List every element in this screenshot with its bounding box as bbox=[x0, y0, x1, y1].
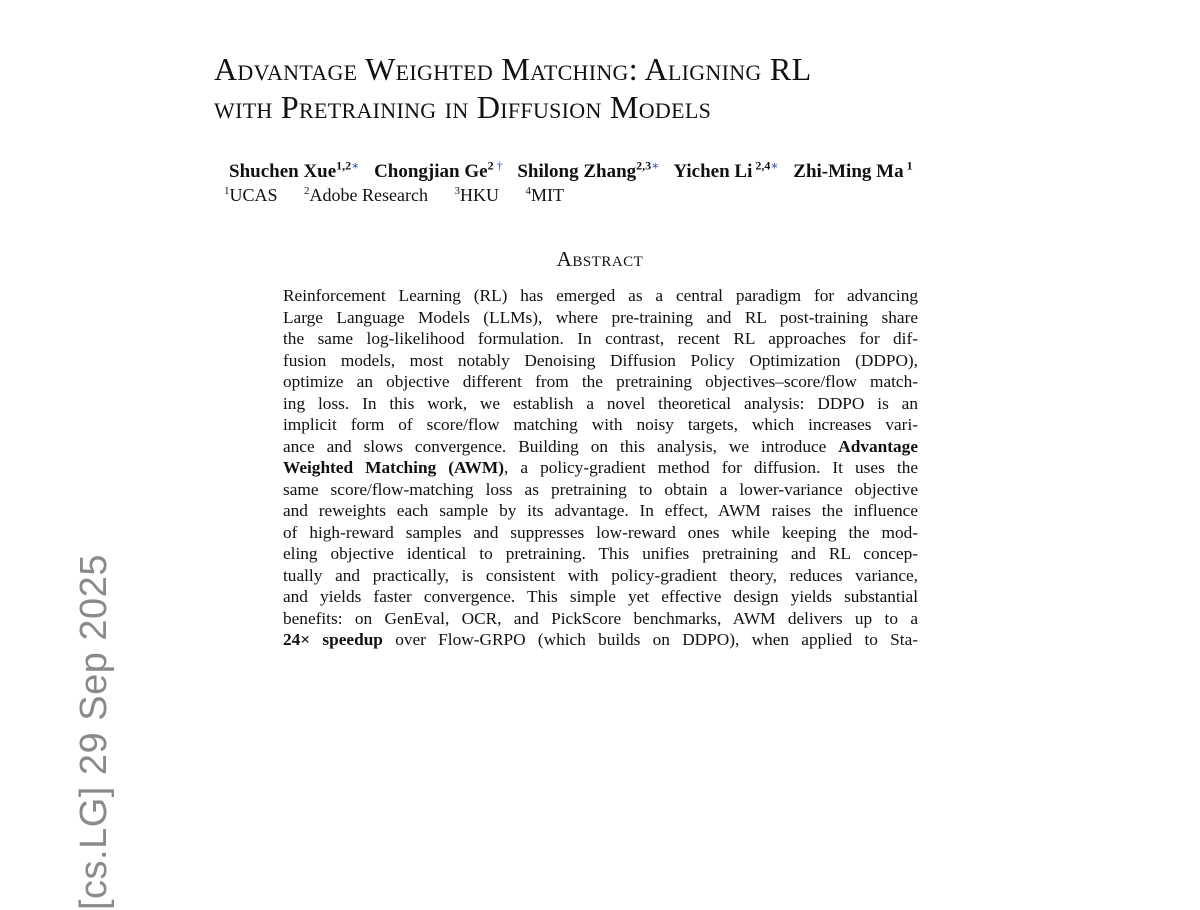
affiliation-list bbox=[224, 184, 586, 206]
abstract-line: the same log-likelihood formulation. In contrast, recent RL approaches for dif- bbox=[283, 329, 918, 348]
author-ma: Zhi-Ming Ma $^1$ bbox=[793, 158, 913, 182]
abstract-line: fusion models, most notably Denoising Diffusion Policy Optimization (DDPO), bbox=[283, 350, 918, 370]
affiliation-mit: $^4$MIT bbox=[525, 185, 564, 205]
abstract-body bbox=[283, 285, 918, 651]
abstract-line: eling objective identical to pretraining. This unifies pretraining and RL concep- bbox=[283, 544, 918, 563]
speedup-bold: 24× speedup bbox=[283, 630, 383, 649]
author-li: Yichen Li $^{2,4∗}$ bbox=[673, 158, 779, 182]
paper-title bbox=[214, 50, 1014, 126]
arxiv-stamp-text: [cs.LG] 29 Sep 2025 bbox=[73, 554, 115, 910]
abstract-line: same score/flow-matching loss as pretraining to obtain a lower-variance objective bbox=[283, 479, 918, 499]
author-ge: Chongjian Ge$^2$ † bbox=[374, 158, 503, 182]
abstract-line: ance and slows convergence. Building on this analysis, we introduce Advantage bbox=[283, 436, 918, 456]
author-list bbox=[229, 160, 923, 184]
arxiv-side-stamp bbox=[28, 330, 115, 910]
abstract-heading: Abstract bbox=[556, 247, 644, 271]
abstract-line: ing loss. In this work, we establish a novel theoretical analysis: DDPO is an bbox=[283, 393, 918, 413]
abstract-line: and yields faster convergence. This simple yet effective design yields substantial bbox=[283, 587, 918, 606]
author-zhang: Shilong Zhang$^{2,3∗}$ bbox=[517, 158, 660, 182]
abstract-line: Large Language Models (LLMs), where pre-training and RL post-training share bbox=[283, 307, 918, 327]
title-line-1: Advantage Weighted Matching: Aligning RL bbox=[214, 51, 812, 87]
affiliation-adobe: $^2$Adobe Research bbox=[304, 185, 428, 205]
affiliation-ucas: $^1$UCAS bbox=[224, 185, 278, 205]
method-name-bold: Weighted Matching (AWM) bbox=[283, 458, 504, 477]
title-line-2: with Pretraining in Diffusion Models bbox=[214, 89, 712, 125]
abstract-line: implicit form of score/flow matching with noisy targets, which increases vari- bbox=[283, 415, 918, 434]
affiliation-hku: $^3$HKU bbox=[454, 185, 499, 205]
abstract-line: 24× speedup over Flow-GRPO (which builds on DDPO), when applied to Sta- bbox=[283, 630, 918, 649]
method-name-bold: Advantage bbox=[838, 436, 918, 456]
abstract-line: of high-reward samples and suppresses low-reward ones while keeping the mod- bbox=[283, 522, 918, 542]
abstract-line: and reweights each sample by its advantage. In effect, AWM raises the influence bbox=[283, 501, 918, 520]
abstract-line: benefits: on GenEval, OCR, and PickScore benchmarks, AWM delivers up to a bbox=[283, 608, 918, 628]
abstract-line: tually and practically, is consistent with policy-gradient theory, reduces variance, bbox=[283, 565, 918, 585]
author-xue: Shuchen Xue$^{1,2∗}$ bbox=[229, 158, 360, 182]
abstract-line: Weighted Matching (AWM), a policy-gradient method for diffusion. It uses the bbox=[283, 458, 919, 477]
abstract-line: optimize an objective different from the pretraining objectives–score/flow match- bbox=[283, 372, 918, 391]
abstract-line: Reinforcement Learning (RL) has emerged as a central paradigm for advancing bbox=[283, 286, 918, 305]
